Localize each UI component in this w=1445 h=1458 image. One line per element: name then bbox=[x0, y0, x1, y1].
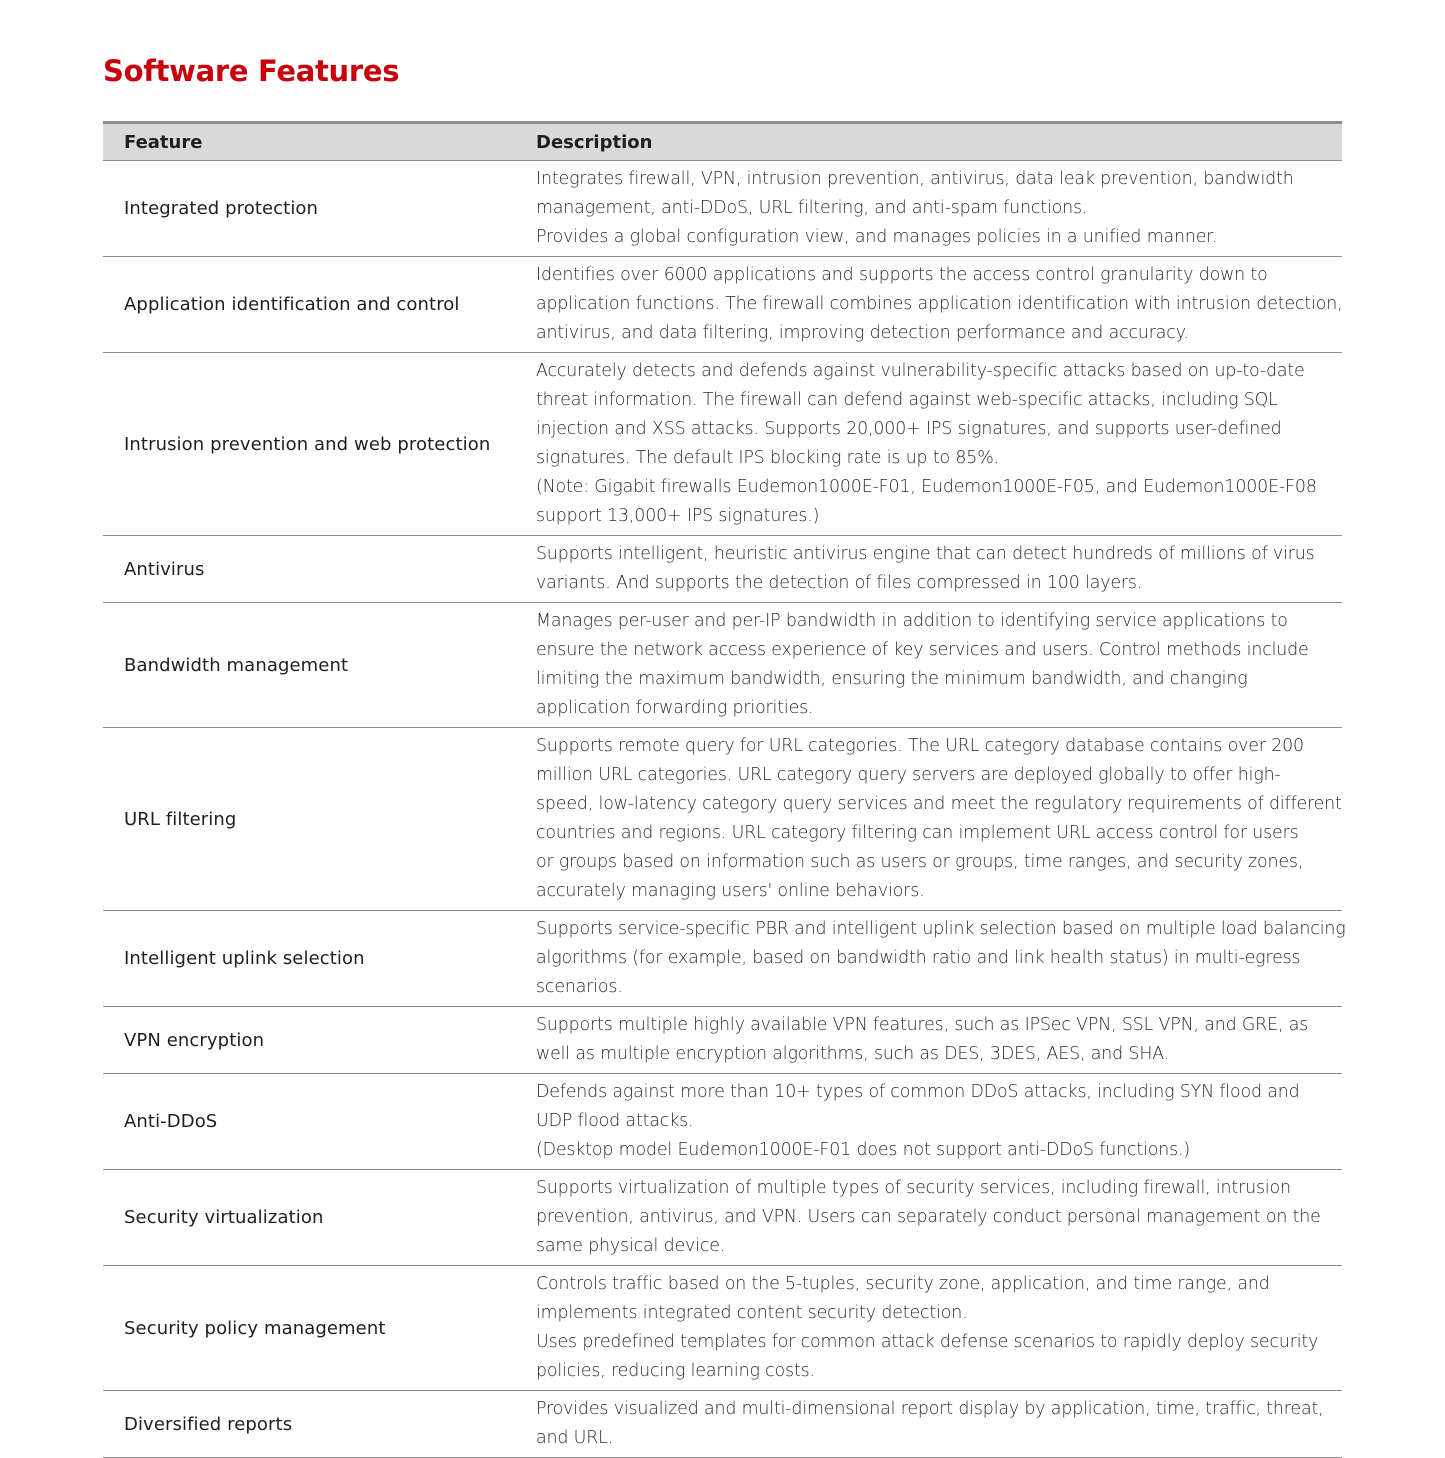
table-row bbox=[103, 911, 1342, 1007]
description-line: accurately managing users' online behaviors. bbox=[536, 881, 925, 901]
page-title: Software Features bbox=[103, 54, 400, 88]
description-line: (Note: Gigabit firewalls Eudemon1000E-F01, Eudemon1000E-F05, and Eudemon1000E-F08 bbox=[536, 477, 1317, 497]
description-cell bbox=[516, 603, 1342, 728]
feature-cell: Diversified reports bbox=[103, 1391, 516, 1458]
description-line: signatures. The default IPS blocking rate is up to 85%. bbox=[536, 448, 999, 468]
table-row bbox=[103, 1391, 1342, 1458]
header-description: Description bbox=[516, 123, 1342, 161]
description-line: well as multiple encryption algorithms, such as DES, 3DES, AES, and SHA. bbox=[536, 1044, 1170, 1064]
description-cell bbox=[516, 1170, 1342, 1266]
description-line: Manages per-user and per-IP bandwidth in addition to identifying service applications to bbox=[536, 611, 1288, 631]
feature-cell: Anti-DDoS bbox=[103, 1074, 516, 1170]
description-line: application forwarding priorities. bbox=[536, 698, 814, 718]
table-row bbox=[103, 257, 1342, 353]
description-line: Provides visualized and multi-dimensional report display by application, time, traffic, threat, bbox=[536, 1399, 1324, 1419]
description-line: scenarios. bbox=[536, 977, 623, 997]
description-line: antivirus, and data filtering, improving detection performance and accuracy. bbox=[536, 323, 1189, 343]
table-row bbox=[103, 603, 1342, 728]
description-line: variants. And supports the detection of files compressed in 100 layers. bbox=[536, 573, 1143, 593]
table-row bbox=[103, 536, 1342, 603]
description-line: or groups based on information such as users or groups, time ranges, and security zones, bbox=[536, 852, 1304, 872]
description-line: (Desktop model Eudemon1000E-F01 does not support anti-DDoS functions.) bbox=[536, 1140, 1191, 1160]
description-line: countries and regions. URL category filtering can implement URL access control for users bbox=[536, 823, 1299, 843]
feature-cell: Bandwidth management bbox=[103, 603, 516, 728]
feature-cell: Application identification and control bbox=[103, 257, 516, 353]
description-line: policies, reducing learning costs. bbox=[536, 1361, 815, 1381]
description-line: limiting the maximum bandwidth, ensuring the minimum bandwidth, and changing bbox=[536, 669, 1248, 689]
table-row bbox=[103, 353, 1342, 536]
description-line: Controls traffic based on the 5-tuples, security zone, application, and time range, and bbox=[536, 1274, 1270, 1294]
feature-cell: Security policy management bbox=[103, 1266, 516, 1391]
description-line: application functions. The firewall combines application identification with intrusion detection, bbox=[536, 294, 1343, 314]
description-line: speed, low-latency category query services and meet the regulatory requirements of different bbox=[536, 794, 1342, 814]
description-line: and URL. bbox=[536, 1428, 614, 1448]
description-line: support 13,000+ IPS signatures.) bbox=[536, 506, 820, 526]
feature-cell: Integrated protection bbox=[103, 161, 516, 257]
description-line: Supports virtualization of multiple types of security services, including firewall, intrusion bbox=[536, 1178, 1291, 1198]
description-line: Identifies over 6000 applications and supports the access control granularity down to bbox=[536, 265, 1268, 285]
description-line: Accurately detects and defends against vulnerability-specific attacks based on up-to-date bbox=[536, 361, 1305, 381]
description-line: algorithms (for example, based on bandwidth ratio and link health status) in multi-egress bbox=[536, 948, 1301, 968]
table-row bbox=[103, 1266, 1342, 1391]
description-cell bbox=[516, 728, 1342, 911]
description-line: same physical device. bbox=[536, 1236, 726, 1256]
description-cell bbox=[516, 1266, 1342, 1391]
feature-cell: URL filtering bbox=[103, 728, 516, 911]
table-row bbox=[103, 161, 1342, 257]
description-line: million URL categories. URL category query servers are deployed globally to offer high- bbox=[536, 765, 1281, 785]
description-cell bbox=[516, 536, 1342, 603]
software-features-table bbox=[103, 121, 1346, 1458]
description-line: injection and XSS attacks. Supports 20,000+ IPS signatures, and supports user-defined bbox=[536, 419, 1282, 439]
feature-cell: Intelligent uplink selection bbox=[103, 911, 516, 1007]
description-line: Supports remote query for URL categories. The URL category database contains over 200 bbox=[536, 736, 1304, 756]
table-body bbox=[103, 161, 1346, 1458]
description-line: UDP flood attacks. bbox=[536, 1111, 694, 1131]
description-cell bbox=[516, 1391, 1342, 1458]
feature-cell: VPN encryption bbox=[103, 1007, 516, 1074]
description-cell bbox=[516, 1074, 1342, 1170]
description-line: ensure the network access experience of key services and users. Control methods include bbox=[536, 640, 1309, 660]
feature-cell: Antivirus bbox=[103, 536, 516, 603]
table-row bbox=[103, 1007, 1342, 1074]
table-header bbox=[103, 123, 1342, 161]
description-line: implements integrated content security detection. bbox=[536, 1303, 968, 1323]
description-cell bbox=[516, 911, 1346, 1007]
description-line: management, anti-DDoS, URL filtering, and anti-spam functions. bbox=[536, 198, 1088, 218]
description-line: Supports intelligent, heuristic antivirus engine that can detect hundreds of millions of virus bbox=[536, 544, 1315, 564]
description-line: prevention, antivirus, and VPN. Users can separately conduct personal management on the bbox=[536, 1207, 1321, 1227]
description-cell bbox=[516, 161, 1342, 257]
description-cell bbox=[516, 353, 1342, 536]
feature-cell: Security virtualization bbox=[103, 1170, 516, 1266]
header-feature: Feature bbox=[103, 123, 516, 161]
description-line: Provides a global configuration view, and manages policies in a unified manner. bbox=[536, 227, 1218, 247]
description-cell bbox=[516, 257, 1342, 353]
description-line: Uses predefined templates for common attack defense scenarios to rapidly deploy security bbox=[536, 1332, 1319, 1352]
description-line: Supports multiple highly available VPN features, such as IPSec VPN, SSL VPN, and GRE, as bbox=[536, 1015, 1309, 1035]
table-row bbox=[103, 1074, 1342, 1170]
description-line: threat information. The firewall can defend against web-specific attacks, including SQL bbox=[536, 390, 1278, 410]
table-row bbox=[103, 1170, 1342, 1266]
description-line: Supports service-specific PBR and intelligent uplink selection based on multiple load balancing bbox=[536, 919, 1346, 939]
description-cell bbox=[516, 1007, 1342, 1074]
description-line: Integrates firewall, VPN, intrusion prevention, antivirus, data leak prevention, bandwidth bbox=[536, 169, 1294, 189]
table-row bbox=[103, 728, 1342, 911]
header-row bbox=[103, 123, 1342, 161]
description-line: Defends against more than 10+ types of common DDoS attacks, including SYN flood and bbox=[536, 1082, 1300, 1102]
feature-cell: Intrusion prevention and web protection bbox=[103, 353, 516, 536]
